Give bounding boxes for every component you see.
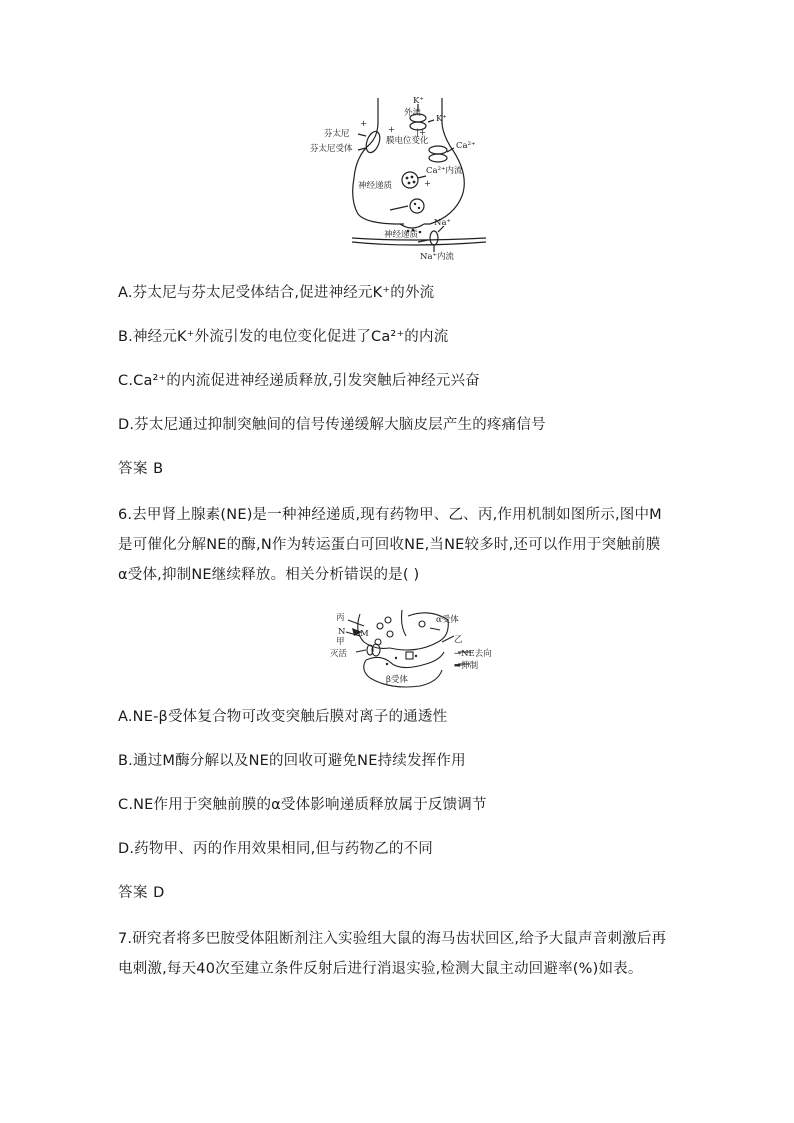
label-na-inflow: Na⁺内流 <box>420 252 454 262</box>
label-n: N <box>338 627 346 637</box>
label-m: M <box>360 629 369 639</box>
label-potential-change: 膜电位变化 <box>386 136 429 146</box>
q7-stem-line-1: 7.研究者将多巴胺受体阻断剂注入实验组大鼠的海马齿状回区,给予大鼠声音刺激后再 <box>118 931 667 947</box>
legend-ne-direction: →NE去向 <box>454 649 492 659</box>
q6-stem-line-2: 是可催化分解NE的酶,N作为转运蛋白可回收NE,当NE较多时,还可以作用于突触前膜 <box>118 537 661 553</box>
q6-stem-line-1: 6.去甲肾上腺素(NE)是一种神经递质,现有药物甲、乙、丙,作用机制如图所示,图中M <box>118 507 662 523</box>
q6-option-a: A.NE-β受体复合物可改变突触后膜对离子的通透性 <box>118 709 448 725</box>
label-na: Na⁺ <box>434 218 451 228</box>
label-alpha-receptor: α受体 <box>436 615 459 625</box>
label-k-right: K⁺ <box>436 114 447 124</box>
q6-stem-line-3: α受体,抑制NE继续释放。相关分析错误的是( ) <box>118 567 420 583</box>
label-neurotransmitter-bottom: 神经递质 <box>384 230 419 240</box>
q6-option-c: C.NE作用于突触前膜的α受体影响递质释放属于反馈调节 <box>118 797 487 813</box>
label-plus1: + <box>360 119 368 129</box>
legend-inhibit: ➡抑制 <box>454 661 479 671</box>
q5-option-d: D.芬太尼通过抑制突触间的信号传递缓解大脑皮层产生的疼痛信号 <box>118 417 546 433</box>
label-plus2: + <box>388 125 396 135</box>
label-fentanyl: 芬太尼 <box>324 129 350 139</box>
q7-stem-line-2: 电刺激,每天40次至建立条件反射后进行消退实验,检测大鼠主动回避率(%)如表。 <box>118 961 643 977</box>
q6-option-d: D.药物甲、丙的作用效果相同,但与药物乙的不同 <box>118 841 433 857</box>
label-pm: |+ <box>416 128 426 138</box>
label-beta-receptor: β受体 <box>386 675 408 685</box>
label-fentanyl-receptor: 芬太尼受体 <box>310 144 353 154</box>
ne-synapse-figure <box>330 606 510 694</box>
label-inactivate: 灭活 <box>330 649 348 659</box>
label-jia: 甲 <box>336 637 345 647</box>
q5-option-b: B.神经元K⁺外流引发的电位变化促进了Ca²⁺的内流 <box>118 329 449 345</box>
q6-answer: 答案 D <box>118 885 165 901</box>
q5-answer: 答案 B <box>118 461 164 477</box>
q5-option-c: C.Ca²⁺的内流促进神经递质释放,引发突触后神经元兴奋 <box>118 373 480 389</box>
label-bing: 丙 <box>336 613 345 623</box>
label-ca-inflow: Ca²⁺内流 <box>426 166 463 176</box>
label-outflow: 外流 <box>404 108 422 118</box>
label-ca: Ca²⁺ <box>456 141 476 151</box>
label-yi: 乙 <box>454 635 463 645</box>
q6-option-b: B.通过M酶分解以及NE的回收可避免NE持续发挥作用 <box>118 753 466 769</box>
label-k-top: K⁺ <box>413 96 424 106</box>
q5-option-a: A.芬太尼与芬太尼受体结合,促进神经元K⁺的外流 <box>118 285 435 301</box>
label-plus3: + <box>424 179 432 189</box>
label-neurotransmitter: 神经递质 <box>358 181 393 191</box>
fentanyl-synapse-figure <box>300 92 500 264</box>
